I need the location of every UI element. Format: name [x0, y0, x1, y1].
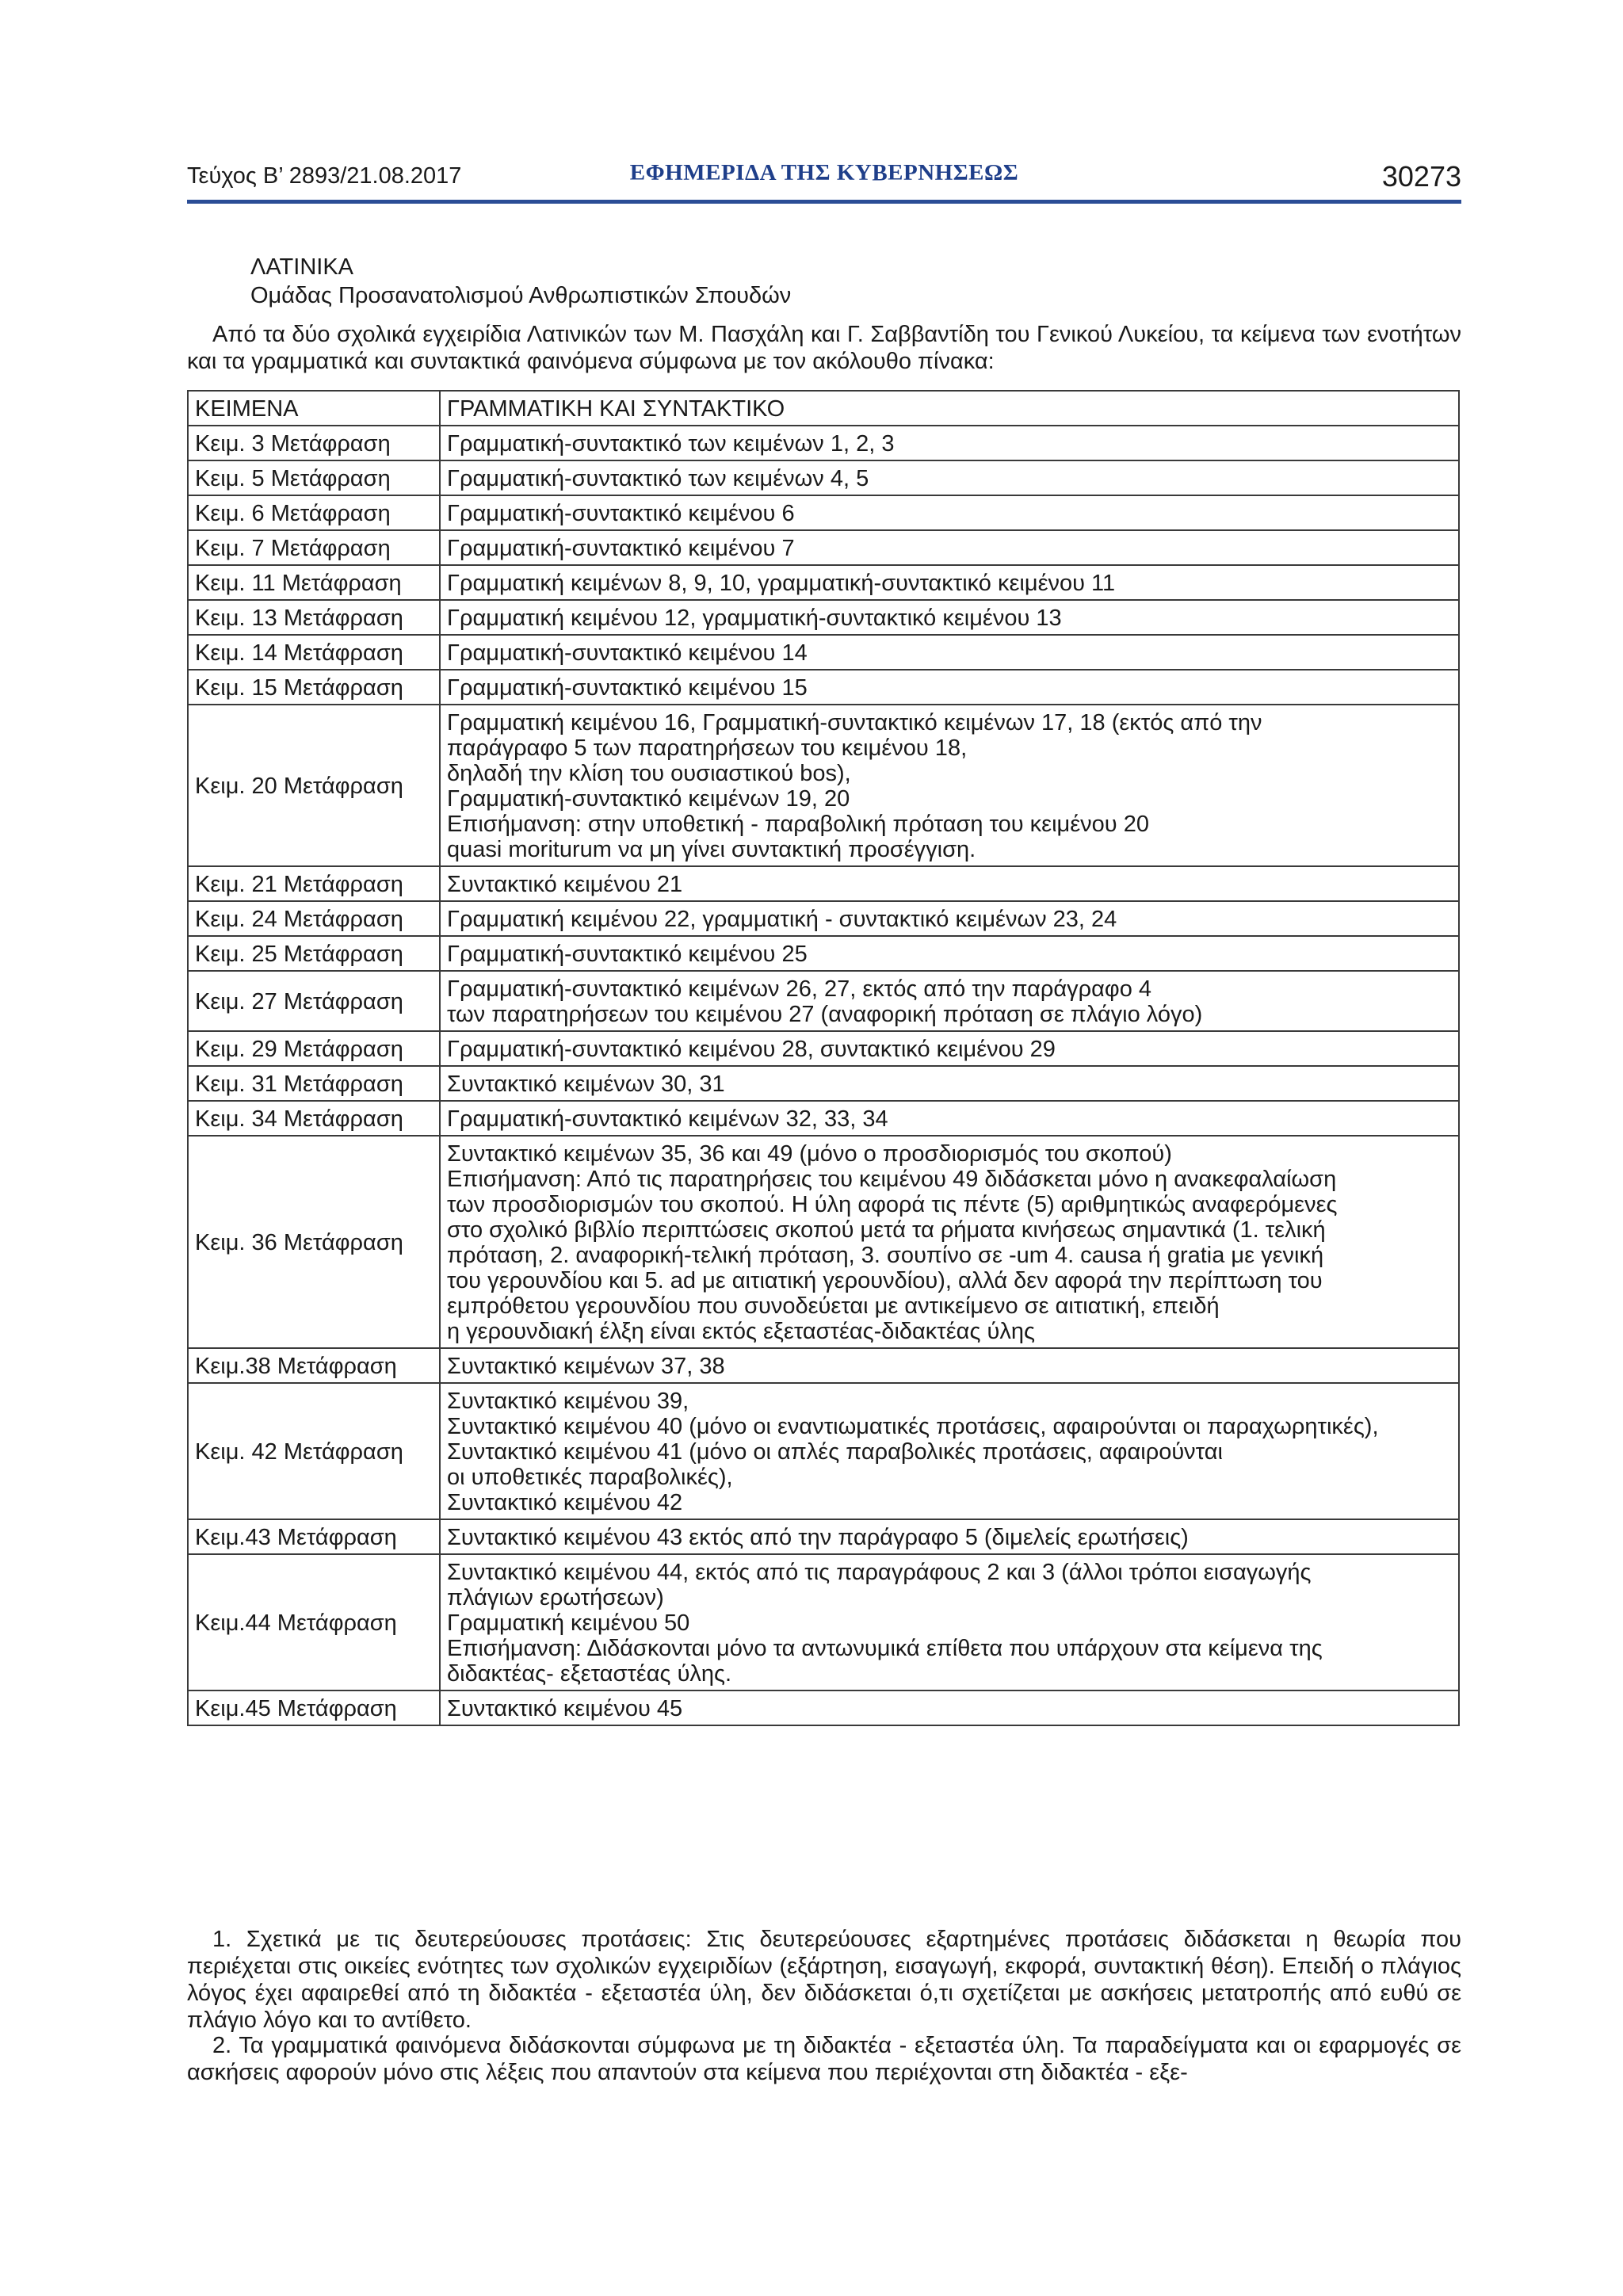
page-number: 30273	[1381, 160, 1461, 193]
text-cell: Κειμ. 24 Μετάφραση	[188, 901, 440, 936]
text-cell: Κειμ. 11 Μετάφραση	[188, 565, 440, 600]
cell-line: Γραμματική-συντακτικό κειμένου 7	[447, 536, 795, 561]
cell-line: Συντακτικό κειμένου 39,	[447, 1389, 689, 1414]
table-row	[188, 1383, 1459, 1519]
table-row	[188, 1031, 1459, 1066]
grammar-syntax-cell	[440, 1031, 1459, 1066]
grammar-syntax-cell	[440, 426, 1459, 460]
cell-line: η γερουνδιακή έλξη είναι εκτός εξεταστέας-διδακτέας ύλης	[447, 1319, 1035, 1344]
cell-line: Συντακτικό κειμένου 41 (μόνο οι απλές παραβολικές προτάσεις, αφαιρούνται	[447, 1439, 1223, 1465]
text-cell: Κειμ. 15 Μετάφραση	[188, 670, 440, 705]
cell-line: Γραμματική-συντακτικό κειμένου 14	[447, 640, 808, 666]
table-row	[188, 705, 1459, 866]
cell-line: δηλαδή την κλίση του ουσιαστικού bos),	[447, 761, 851, 786]
cell-line: Συντακτικό κειμένων 37, 38	[447, 1354, 725, 1379]
table-row	[188, 1690, 1459, 1725]
cell-line: Συντακτικό κειμένου 40 (μόνο οι εναντιωματικές προτάσεις, αφαιρούνται οι παραχωρητικές),	[447, 1414, 1379, 1439]
text-cell: Κειμ. 34 Μετάφραση	[188, 1101, 440, 1136]
table-row	[188, 635, 1459, 670]
cell-line: οι υποθετικές παραβολικές),	[447, 1465, 733, 1490]
cell-line: Συντακτικό κειμένων 35, 36 και 49 (μόνο ο προσδιορισμός του σκοπού)	[447, 1141, 1172, 1167]
cell-line: Γραμματική κειμένου 22, γραμματική - συντακτικό κειμένων 23, 24	[447, 907, 1117, 932]
grammar-syntax-cell	[440, 1066, 1459, 1101]
grammar-syntax-cell	[440, 936, 1459, 971]
cell-line: Γραμματική κειμένου 50	[447, 1610, 690, 1636]
table-row	[188, 426, 1459, 460]
cell-line: των προσδιορισμών του σκοπού. Η ύλη αφορά τις πέντε (5) αριθμητικώς αναφερόμενες	[447, 1192, 1338, 1217]
grammar-syntax-cell	[440, 635, 1459, 670]
cell-line: Γραμματική-συντακτικό κειμένου 25	[447, 942, 808, 967]
grammar-syntax-cell	[440, 530, 1459, 565]
cell-line: Επισήμανση: Από τις παρατηρήσεις του κειμένου 49 διδάσκεται μόνο η ανακεφαλαίωση	[447, 1167, 1337, 1192]
grammar-syntax-cell	[440, 1136, 1459, 1348]
text-cell: Κειμ. 21 Μετάφραση	[188, 866, 440, 901]
cell-line: των παρατηρήσεων του κειμένου 27 (αναφορική πρόταση σε πλάγιο λόγο)	[447, 1002, 1203, 1027]
cell-line: Συντακτικό κειμένων 30, 31	[447, 1072, 725, 1097]
text-cell: Κειμ. 3 Μετάφραση	[188, 426, 440, 460]
grammar-syntax-cell	[440, 866, 1459, 901]
grammar-syntax-cell	[440, 705, 1459, 866]
page-header	[187, 159, 1461, 197]
header-divider	[187, 200, 1461, 204]
cell-line: Γραμματική-συντακτικό κειμένων 32, 33, 34	[447, 1106, 888, 1132]
grammar-syntax-cell	[440, 670, 1459, 705]
table-row	[188, 495, 1459, 530]
cell-line: παράγραφο 5 των παρατηρήσεων του κειμένου 18,	[447, 735, 968, 761]
gazette-title: ΕΦΗΜΕΡΙΔΑ ΤΗΣ ΚΥΒΕΡΝΗΣΕΩΣ	[629, 160, 1019, 185]
grammar-syntax-cell	[440, 565, 1459, 600]
text-cell: Κειμ. 20 Μετάφραση	[188, 705, 440, 866]
cell-line: Γραμματική-συντακτικό κειμένου 28, συντακτικό κειμένου 29	[447, 1037, 1056, 1062]
cell-line: Γραμματική κειμένου 12, γραμματική-συντακτικό κειμένου 13	[447, 606, 1062, 631]
cell-line: Γραμματική-συντακτικό κειμένων 26, 27, εκτός από την παράγραφο 4	[447, 976, 1152, 1002]
subject-group: Ομάδας Προσανατολισμού Ανθρωπιστικών Σπουδών	[250, 283, 792, 308]
cell-line: Συντακτικό κειμένου 44, εκτός από τις παραγράφους 2 και 3 (άλλοι τρόποι εισαγωγής	[447, 1560, 1312, 1585]
table-row	[188, 971, 1459, 1031]
grammar-syntax-cell	[440, 1101, 1459, 1136]
grammar-syntax-cell	[440, 600, 1459, 635]
column-header-grammar: ΓΡΑΜΜΑΤΙΚΗ ΚΑΙ ΣΥΝΤΑΚΤΙΚΟ	[440, 391, 1459, 426]
intro-paragraph: Από τα δύο σχολικά εγχειρίδια Λατινικών των Μ. Πασχάλη και Γ. Σαββαντίδη του Γενικού Λυκείου, τα κείμενα των ενοτήτων και τα γραμματικά και συντακτικά φαινόμενα σύμφωνα με τον ακόλουθο πίνακα:	[187, 322, 1461, 374]
cell-line: Γραμματική-συντακτικό κειμένων 19, 20	[447, 786, 850, 812]
cell-line: Γραμματική-συντακτικό των κειμένων 1, 2, 3	[447, 431, 895, 457]
cell-line: Γραμματική-συντακτικό κειμένου 6	[447, 501, 795, 526]
cell-line: Επισήμανση: Διδάσκονται μόνο τα αντωνυμικά επίθετα που υπάρχουν στα κείμενα της	[447, 1636, 1323, 1661]
cell-line: διδακτέας- εξεταστέας ύλης.	[447, 1661, 732, 1687]
table-header-row	[188, 391, 1459, 426]
text-cell: Κειμ. 29 Μετάφραση	[188, 1031, 440, 1066]
table-row	[188, 1519, 1459, 1554]
grammar-syntax-cell	[440, 1519, 1459, 1554]
grammar-syntax-cell	[440, 495, 1459, 530]
cell-line: Γραμματική-συντακτικό των κειμένων 4, 5	[447, 466, 869, 491]
cell-line: στο σχολικό βιβλίο περιπτώσεις σκοπού μετά τα ρήματα κινήσεως σημαντικά (1. τελική	[447, 1217, 1326, 1243]
text-cell: Κειμ.44 Μετάφραση	[188, 1554, 440, 1690]
table-row	[188, 1101, 1459, 1136]
note-1-paragraph: 1. Σχετικά με τις δευτερεύουσες προτάσεις: Στις δευτερεύουσες εξαρτημένες προτάσεις διδάσκεται η θεωρία που περιέχεται στις οικείες ενότητες των σχολικών εγχειριδίων (εξάρτηση, εισαγωγή, εκφορά, συντακτική θέση). Επειδή ο πλάγιος λόγος έχει αφαιρεθεί από τη διδακτέα - εξεταστέα ύλη, δεν διδάσκεται ό,τι σχετίζεται με ασκήσεις μετατροπής από ευθύ σε πλάγιο λόγο και το αντίθετο.	[187, 1927, 1461, 2033]
column-header-texts: ΚΕΙΜΕΝΑ	[188, 391, 440, 426]
text-cell: Κειμ. 7 Μετάφραση	[188, 530, 440, 565]
note-2-paragraph: 2. Τα γραμματικά φαινόμενα διδάσκονται σύμφωνα με τη διδακτέα - εξεταστέα ύλη. Τα παραδείγματα και οι εφαρμογές σε ασκήσεις αφορούν μόνο στις λέξεις που απαντούν στα κείμενα που περιέχονται στη διδακτέα - εξε-	[187, 2033, 1461, 2085]
cell-line: Επισήμανση: στην υποθετική - παραβολική πρόταση του κειμένου 20	[447, 812, 1149, 837]
grammar-syntax-cell	[440, 460, 1459, 495]
table-row	[188, 1136, 1459, 1348]
table-row	[188, 565, 1459, 600]
table-row	[188, 1348, 1459, 1383]
grammar-syntax-cell	[440, 1348, 1459, 1383]
cell-line: πλάγιων ερωτήσεων)	[447, 1585, 664, 1610]
grammar-syntax-cell	[440, 1554, 1459, 1690]
table-row	[188, 530, 1459, 565]
grammar-syntax-cell	[440, 1383, 1459, 1519]
cell-line: πρόταση, 2. αναφορική-τελική πρόταση, 3. σουπίνο σε -um 4. causa ή gratia με γενική	[447, 1243, 1324, 1268]
grammar-syntax-cell	[440, 1690, 1459, 1725]
cell-line: quasi moriturum να μη γίνει συντακτική προσέγγιση.	[447, 837, 976, 862]
cell-line: Γραμματική κειμένων 8, 9, 10, γραμματική-συντακτικό κειμένου 11	[447, 571, 1116, 596]
table-row	[188, 670, 1459, 705]
issue-reference: Τεύχος Β’ 2893/21.08.2017	[187, 163, 462, 189]
cell-line: Συντακτικό κειμένου 45	[447, 1696, 683, 1721]
text-cell: Κειμ. 14 Μετάφραση	[188, 635, 440, 670]
table-row	[188, 1554, 1459, 1690]
cell-line: Συντακτικό κειμένου 21	[447, 872, 683, 897]
table-row	[188, 1066, 1459, 1101]
grammar-syntax-cell	[440, 901, 1459, 936]
text-cell: Κειμ. 5 Μετάφραση	[188, 460, 440, 495]
text-cell: Κειμ. 25 Μετάφραση	[188, 936, 440, 971]
table-body	[188, 426, 1459, 1725]
cell-line: Συντακτικό κειμένου 42	[447, 1490, 683, 1515]
cell-line: Γραμματική κειμένου 16, Γραμματική-συντακτικό κειμένων 17, 18 (εκτός από την	[447, 710, 1262, 735]
cell-line: εμπρόθετου γερουνδίου που συνοδεύεται με αντικείμενο σε αιτιατική, επειδή	[447, 1293, 1220, 1319]
text-cell: Κειμ.43 Μετάφραση	[188, 1519, 440, 1554]
grammar-syntax-cell	[440, 971, 1459, 1031]
syllabus-table	[187, 390, 1460, 1726]
table-row	[188, 460, 1459, 495]
text-cell: Κειμ. 6 Μετάφραση	[188, 495, 440, 530]
text-cell: Κειμ.38 Μετάφραση	[188, 1348, 440, 1383]
subject-title: ΛΑΤΙΝΙΚΑ	[250, 254, 354, 280]
table-row	[188, 901, 1459, 936]
cell-line: του γερουνδίου και 5. ad με αιτιατική γερουνδίου), αλλά δεν αφορά την περίπτωση του	[447, 1268, 1323, 1293]
text-cell: Κειμ. 13 Μετάφραση	[188, 600, 440, 635]
cell-line: Γραμματική-συντακτικό κειμένου 15	[447, 675, 808, 701]
text-cell: Κειμ. 42 Μετάφραση	[188, 1383, 440, 1519]
text-cell: Κειμ. 27 Μετάφραση	[188, 971, 440, 1031]
text-cell: Κειμ. 31 Μετάφραση	[188, 1066, 440, 1101]
table-row	[188, 600, 1459, 635]
cell-line: Συντακτικό κειμένου 43 εκτός από την παράγραφο 5 (διμελείς ερωτήσεις)	[447, 1525, 1189, 1550]
text-cell: Κειμ.45 Μετάφραση	[188, 1690, 440, 1725]
table-row	[188, 866, 1459, 901]
text-cell: Κειμ. 36 Μετάφραση	[188, 1136, 440, 1348]
table-row	[188, 936, 1459, 971]
